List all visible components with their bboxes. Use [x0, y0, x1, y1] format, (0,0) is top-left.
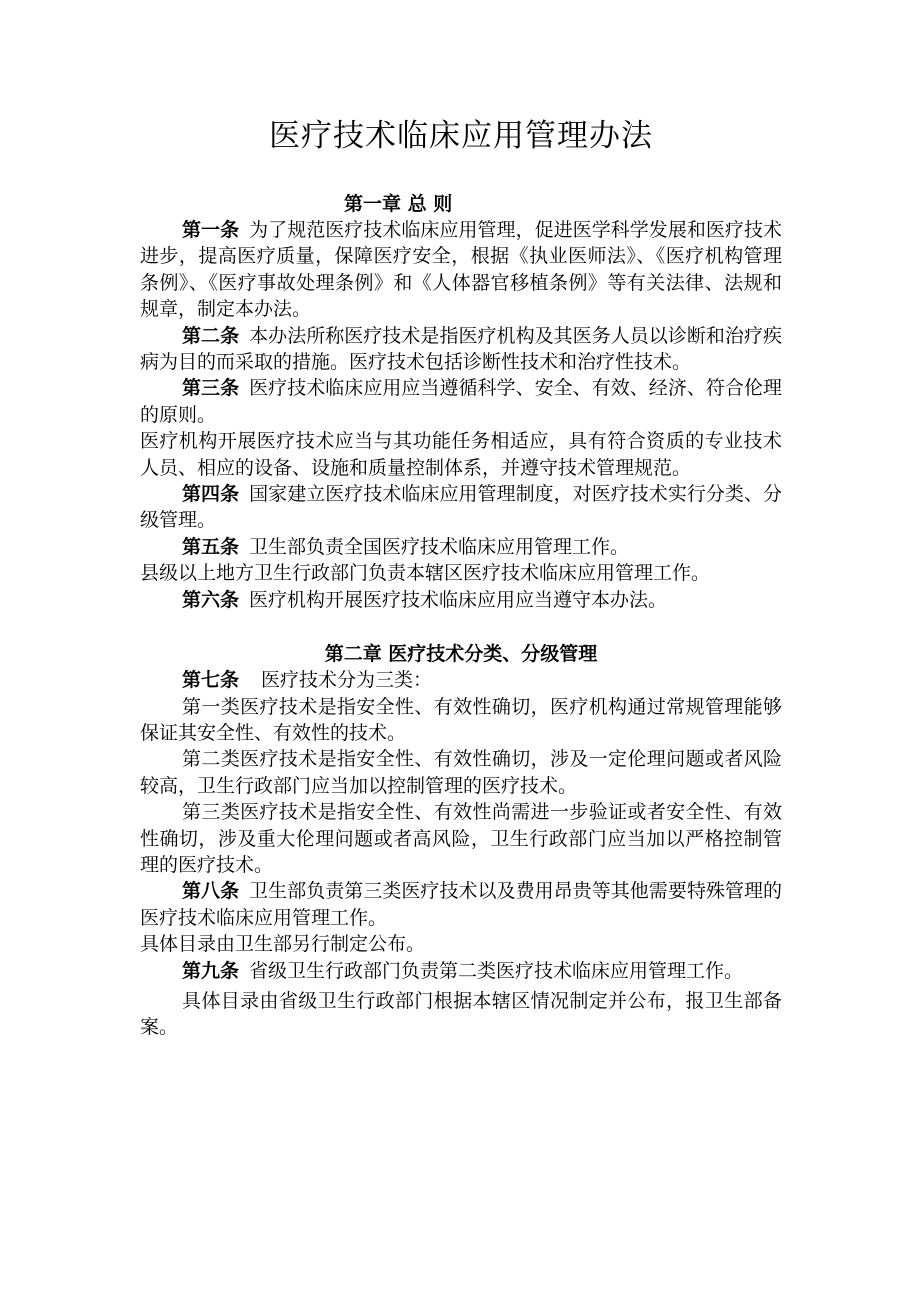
- document-page: [140, 110, 782, 1041]
- article-4: [140, 481, 782, 534]
- article-label: 第八条: [182, 880, 240, 903]
- article-text: 医疗技术分为三类：: [261, 669, 433, 692]
- article-2: [140, 323, 782, 376]
- article-label: 第二条: [182, 324, 240, 347]
- article-label: 第四条: [182, 483, 240, 506]
- article-text: 国家建立医疗技术临床应用管理制度，对医疗技术实行分类、分级管理。: [140, 483, 782, 532]
- article-label: 第七条: [182, 669, 240, 692]
- article-text: 为了规范医疗技术临床应用管理，促进医学科学发展和医疗技术进步，提高医疗质量，保障医疗安全，根据《执业医师法》、《医疗机构管理条例》、《医疗事故处理条例》和《人体器官移植条例》等有关法律、法规和规章，制定本办法。: [140, 219, 782, 321]
- article-9-continuation: 具体目录由省级卫生行政部门根据本辖区情况制定并公布，报卫生部备案。: [140, 989, 782, 1039]
- article-text: 医疗机构开展医疗技术临床应用应当遵守本办法。: [249, 588, 668, 611]
- article-text: 医疗技术临床应用应当遵循科学、安全、有效、经济、符合伦理的原则。: [140, 377, 782, 426]
- article-text: 卫生部负责第三类医疗技术以及费用昂贵等其他需要特殊管理的医疗技术临床应用管理工作。: [140, 880, 782, 929]
- article-1: [140, 217, 782, 323]
- article-5-continuation: 县级以上地方卫生行政部门负责本辖区医疗技术临床应用管理工作。: [140, 562, 711, 585]
- article-label: 第一条: [182, 219, 240, 241]
- article-3-continuation: 医疗机构开展医疗技术应当与其功能任务相适应，具有符合资质的专业技术人员、相应的设备、设施和质量控制体系，并遵守技术管理规范。: [140, 430, 782, 479]
- article-label: 第五条: [182, 535, 240, 558]
- article-8-continuation: 具体目录由卫生部另行制定公布。: [140, 933, 426, 956]
- article-text: 省级卫生行政部门负责第二类医疗技术临床应用管理工作。: [249, 959, 744, 982]
- article-7-item: 第一类医疗技术是指安全性、有效性确切，医疗机构通过常规管理能够保证其安全性、有效性的技术。: [140, 695, 782, 744]
- article-text: 卫生部负责全国医疗技术临床应用管理工作。: [249, 535, 630, 558]
- article-9: [140, 958, 782, 984]
- article-7-item: 第三类医疗技术是指安全性、有效性尚需进一步验证或者安全性、有效性确切，涉及重大伦理问题或者高风险，卫生行政部门应当加以严格控制管理的医疗技术。: [140, 801, 782, 876]
- article-label: 第三条: [182, 377, 240, 400]
- article-7: [140, 667, 782, 693]
- article-text: 本办法所称医疗技术是指医疗机构及其医务人员以诊断和治疗疾病为目的而采取的措施。医疗技术包括诊断性技术和治疗性技术。: [140, 324, 782, 374]
- article-6: [140, 587, 782, 613]
- article-5: [140, 534, 782, 560]
- article-3: [140, 375, 782, 428]
- article-7-item: 第二类医疗技术是指安全性、有效性确切，涉及一定伦理问题或者风险较高，卫生行政部门应当加以控制管理的医疗技术。: [140, 748, 782, 797]
- chapter-heading: 第二章 医疗技术分类、分级管理: [324, 643, 598, 666]
- article-label: 第六条: [182, 588, 240, 611]
- article-8: [140, 878, 782, 931]
- article-label: 第九条: [182, 959, 240, 982]
- chapter-heading: 第一章 总 则: [344, 193, 453, 215]
- document-title: 医疗技术临床应用管理办法: [269, 118, 653, 154]
